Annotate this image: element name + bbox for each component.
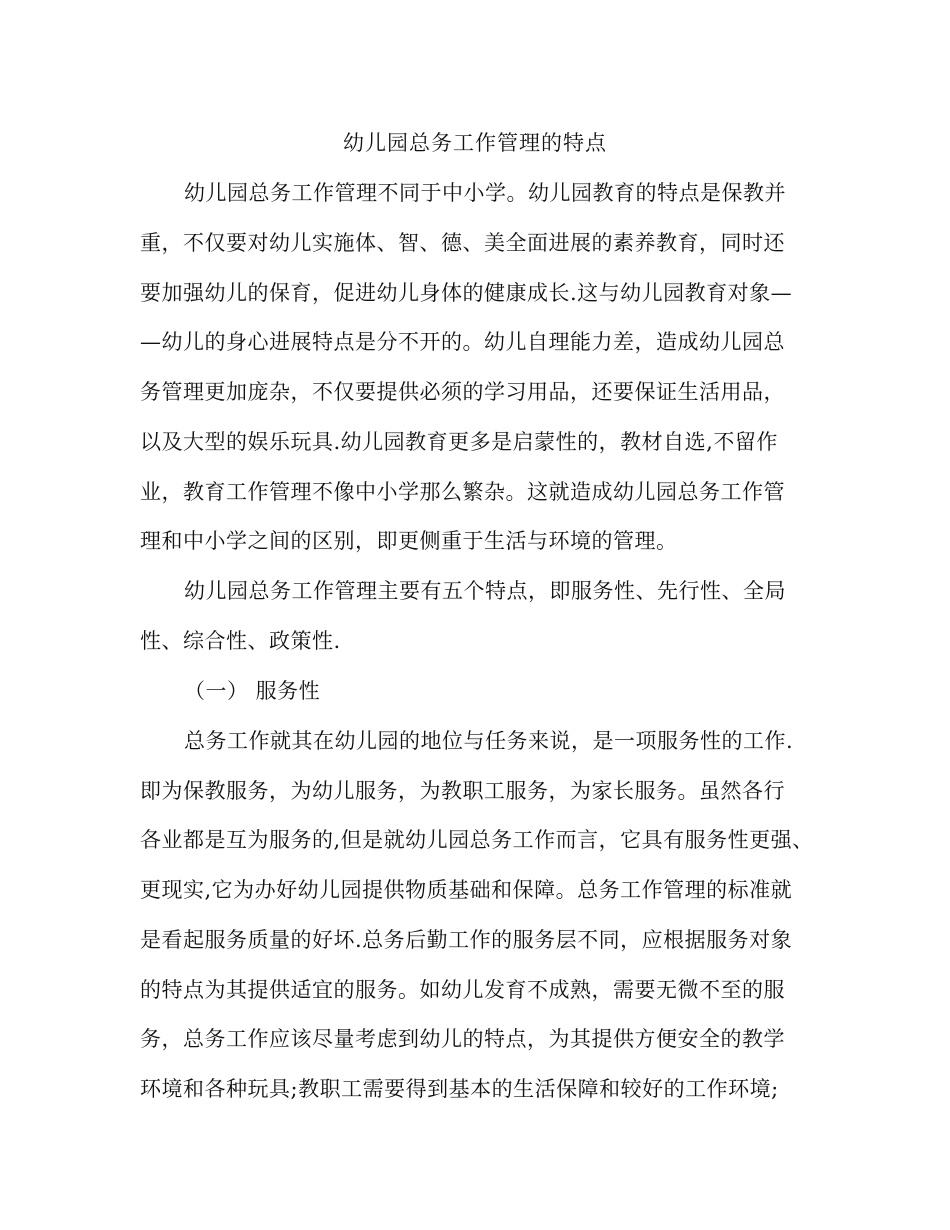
paragraph-line: 即为保教服务，为幼儿服务，为教职工服务，为家长服务。虽然各行 bbox=[140, 779, 785, 803]
paragraph-line: —幼儿的身心进展特点是分不开的。幼儿自理能力差，造成幼儿园总 bbox=[140, 330, 785, 354]
paragraph-line: 更现实,它为办好幼儿园提供物质基础和保障。总务工作管理的标准就 bbox=[140, 878, 793, 902]
section-heading: （一） 服务性 bbox=[184, 679, 321, 703]
paragraph-line: 务管理更加庞杂，不仅要提供必须的学习用品，还要保证生活用品， bbox=[140, 380, 785, 404]
paragraph-line: 各业都是互为服务的,但是就幼儿园总务工作而言，它具有服务性更强、 bbox=[140, 828, 814, 852]
document-title: 幼儿园总务工作管理的特点 bbox=[343, 131, 607, 155]
paragraph-line: 以及大型的娱乐玩具.幼儿园教育更多是启蒙性的，教材自选,不留作 bbox=[140, 430, 778, 454]
paragraph-line: 业，教育工作管理不像中小学那么繁杂。这就造成幼儿园总务工作管 bbox=[140, 480, 785, 504]
paragraph-line: 性、综合性、政策性. bbox=[140, 629, 341, 653]
paragraph-line: 总务工作就其在幼儿园的地位与任务来说，是一项服务性的工作. bbox=[184, 729, 794, 753]
paragraph-line: 是看起服务质量的好坏.总务后勤工作的服务层不同，应根据服务对象 bbox=[140, 928, 793, 952]
paragraph-line: 理和中小学之间的区别，即更侧重于生活与环境的管理。 bbox=[140, 529, 678, 553]
paragraph-line: 环境和各种玩具;教职工需要得到基本的生活保障和较好的工作环境; bbox=[140, 1077, 779, 1101]
paragraph-line: 幼儿园总务工作管理主要有五个特点，即服务性、先行性、全局 bbox=[184, 579, 786, 603]
paragraph-line: 的特点为其提供适宜的服务。如幼儿发育不成熟，需要无微不至的服 bbox=[140, 978, 785, 1002]
paragraph-line: 务，总务工作应该尽量考虑到幼儿的特点，为其提供方便安全的教学 bbox=[140, 1027, 785, 1051]
paragraph-line: 要加强幼儿的保育，促进幼儿身体的健康成长.这与幼儿园教育对象— bbox=[140, 281, 793, 305]
paragraph-line: 幼儿园总务工作管理不同于中小学。幼儿园教育的特点是保教并 bbox=[184, 181, 786, 205]
paragraph-line: 重，不仅要对幼儿实施体、智、德、美全面进展的素养教育，同时还 bbox=[140, 231, 785, 255]
